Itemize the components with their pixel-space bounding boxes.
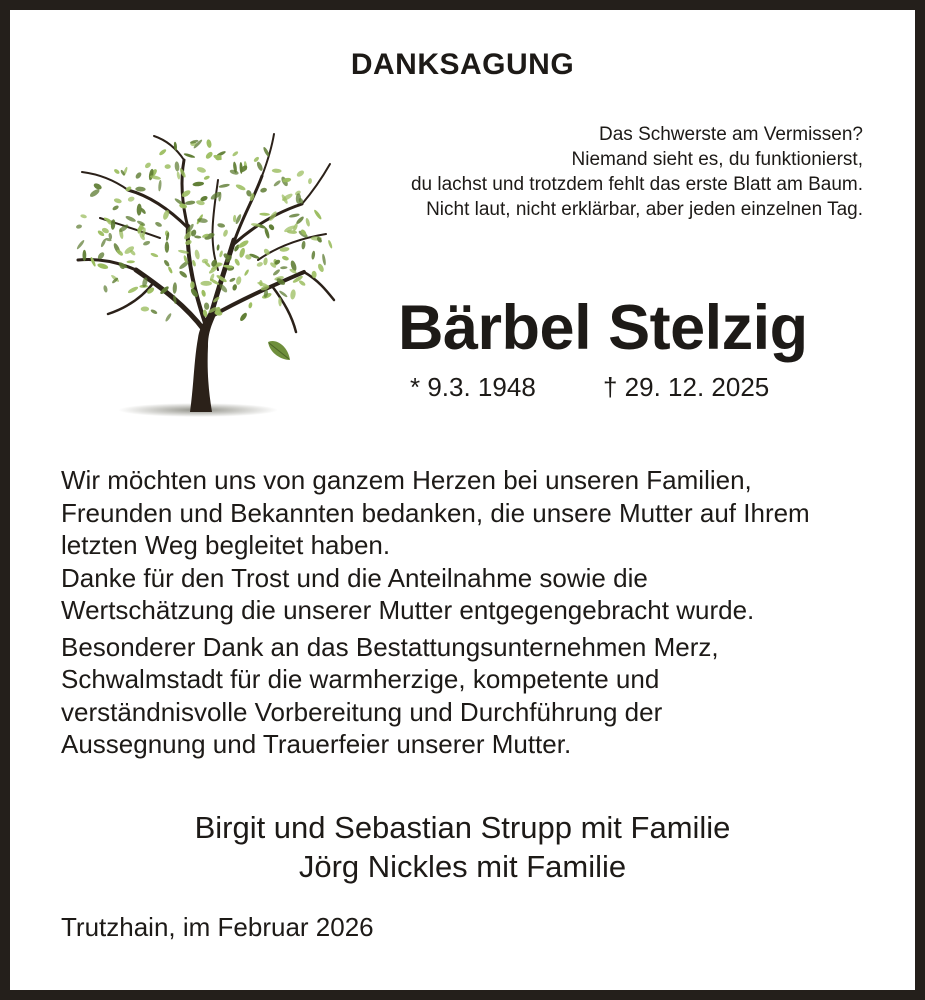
message-line: Danke für den Trost und die Anteilnahme sowie die xyxy=(61,562,648,593)
poem-line: Nicht laut, nicht erklärbar, aber jeden einzelnen Tag. xyxy=(426,199,863,220)
death-date: † 29. 12. 2025 xyxy=(603,372,770,402)
message-paragraph xyxy=(61,464,881,562)
birth-date: * 9.3. 1948 xyxy=(410,372,536,402)
poem-line: Niemand sieht es, du funktionierst, xyxy=(571,149,863,170)
message-line: Besonderer Dank an das Bestattungsunternehmen Merz, xyxy=(61,631,719,662)
message-line: letzten Weg begleitet haben. xyxy=(61,530,391,560)
message-line: verständnisvolle Vorbereitung und Durchführung der xyxy=(61,696,663,727)
message-line: Aussegnung und Trauerfeier unserer Mutter. xyxy=(61,729,572,759)
message-line: Schwalmstadt für die warmherzige, kompetente und xyxy=(61,664,660,694)
thank-you-message xyxy=(61,464,881,761)
poem-line: Das Schwerste am Vermissen? xyxy=(599,124,863,145)
tree-leaves xyxy=(76,139,333,323)
deceased-name: Bärbel Stelzig xyxy=(398,293,808,363)
message-line: Freunden und Bekannten bedanken, die unsere Mutter auf Ihrem xyxy=(61,497,810,528)
message-line: Wir möchten uns von ganzem Herzen bei unseren Familien, xyxy=(61,465,752,495)
signers xyxy=(0,808,925,886)
tree-illustration xyxy=(58,120,348,430)
signer-line: Birgit und Sebastian Strupp mit Familie xyxy=(194,810,731,845)
message-paragraph xyxy=(61,562,881,627)
page-title: DANKSAGUNG xyxy=(350,48,575,81)
poem-line: du lachst und trotzdem fehlt das erste Blatt am Baum. xyxy=(410,174,863,195)
place-date: Trutzhain, im Februar 2026 xyxy=(61,912,374,942)
message-line: Wertschätzung die unserer Mutter entgegengebracht wurde. xyxy=(61,595,755,625)
signer-line: Jörg Nickles mit Familie xyxy=(298,849,627,884)
poem xyxy=(411,122,863,222)
message-paragraph xyxy=(61,631,881,761)
